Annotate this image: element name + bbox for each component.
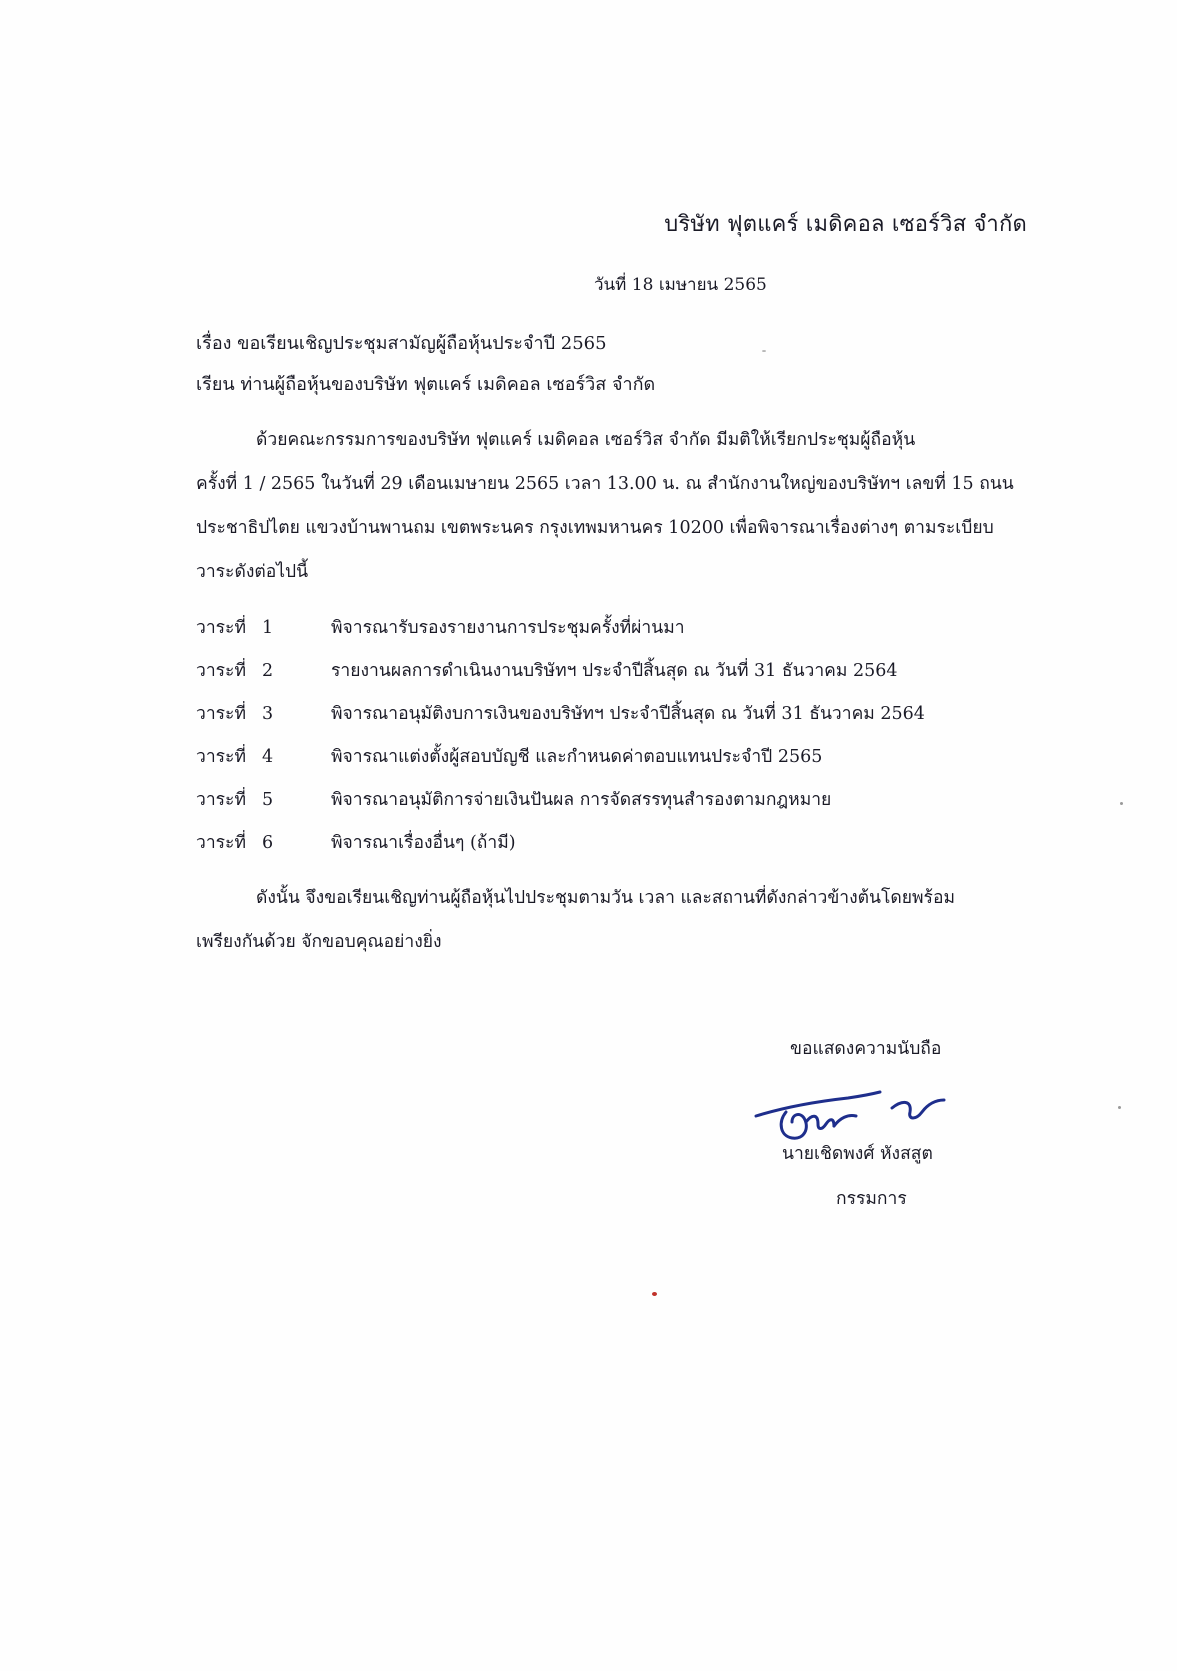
agenda-number: 5 — [262, 790, 274, 810]
agenda-label: วาระที่ — [196, 618, 246, 638]
company-header: บริษัท ฟุตแคร์ เมดิคอล เซอร์วิส จำกัด — [664, 212, 1027, 237]
agenda-text: พิจารณารับรองรายงานการประชุมครั้งที่ผ่านมา — [331, 618, 685, 638]
agenda-text: พิจารณาเรื่องอื่นๆ (ถ้ามี) — [331, 833, 516, 853]
red-speck — [652, 1292, 657, 1296]
agenda-text: รายงานผลการดำเนินงานบริษัทฯ ประจำปีสิ้นสุด ณ วันที่ 31 ธันวาคม 2564 — [331, 661, 898, 681]
closing-line: เพรียงกันด้วย จักขอบคุณอย่างยิ่ง — [196, 932, 442, 952]
letter-subject: เรื่อง ขอเรียนเชิญประชุมสามัญผู้ถือหุ้นประจำปี 2565 — [196, 333, 607, 354]
agenda-label: วาระที่ — [196, 704, 246, 724]
agenda-text: พิจารณาอนุมัติการจ่ายเงินปันผล การจัดสรรทุนสำรองตามกฎหมาย — [331, 790, 832, 810]
agenda-text: พิจารณาแต่งตั้งผู้สอบบัญชี และกำหนดค่าตอบแทนประจำปี 2565 — [331, 747, 823, 767]
agenda-text: พิจารณาอนุมัติงบการเงินของบริษัทฯ ประจำปีสิ้นสุด ณ วันที่ 31 ธันวาคม 2564 — [331, 704, 925, 724]
intro-line: วาระดังต่อไปนี้ — [196, 562, 309, 582]
letter-date: วันที่ 18 เมษายน 2565 — [594, 275, 767, 295]
intro-line: ครั้งที่ 1 / 2565 ในวันที่ 29 เดือนเมษายน 2565 เวลา 13.00 น. ณ สำนักงานใหญ่ของบริษัทฯ เลขที่ 15 ถนน — [196, 474, 1014, 494]
agenda-number: 4 — [262, 747, 274, 767]
agenda-label: วาระที่ — [196, 747, 246, 767]
scan-speck — [1120, 802, 1123, 805]
scan-speck — [762, 350, 766, 352]
closing-line: ดังนั้น จึงขอเรียนเชิญท่านผู้ถือหุ้นไปประชุมตามวัน เวลา และสถานที่ดังกล่าวข้างต้นโดยพร้อม — [256, 888, 956, 908]
signer-title: กรรมการ — [836, 1189, 907, 1209]
agenda-number: 3 — [262, 704, 274, 724]
agenda-label: วาระที่ — [196, 833, 246, 853]
agenda-number: 2 — [262, 661, 274, 681]
regards-text: ขอแสดงความนับถือ — [790, 1039, 942, 1059]
closing-paragraph — [196, 876, 1026, 964]
intro-line: ด้วยคณะกรรมการของบริษัท ฟุตแคร์ เมดิคอล เซอร์วิส จำกัด มีมติให้เรียกประชุมผู้ถือหุ้น — [256, 430, 916, 450]
intro-paragraph — [196, 418, 1026, 594]
intro-line: ประชาธิปไตย แขวงบ้านพานถม เขตพระนคร กรุงเทพมหานคร 10200 เพื่อพิจารณาเรื่องต่างๆ ตามระเบียบ — [196, 518, 994, 538]
agenda-label: วาระที่ — [196, 661, 246, 681]
letter-recipient: เรียน ท่านผู้ถือหุ้นของบริษัท ฟุตแคร์ เมดิคอล เซอร์วิส จำกัด — [196, 374, 656, 395]
agenda-label: วาระที่ — [196, 790, 246, 810]
scan-speck — [1118, 1106, 1121, 1109]
signer-name: นายเชิดพงศ์ หังสสูต — [782, 1144, 933, 1164]
agenda-number: 1 — [262, 618, 274, 638]
agenda-number: 6 — [262, 833, 274, 853]
